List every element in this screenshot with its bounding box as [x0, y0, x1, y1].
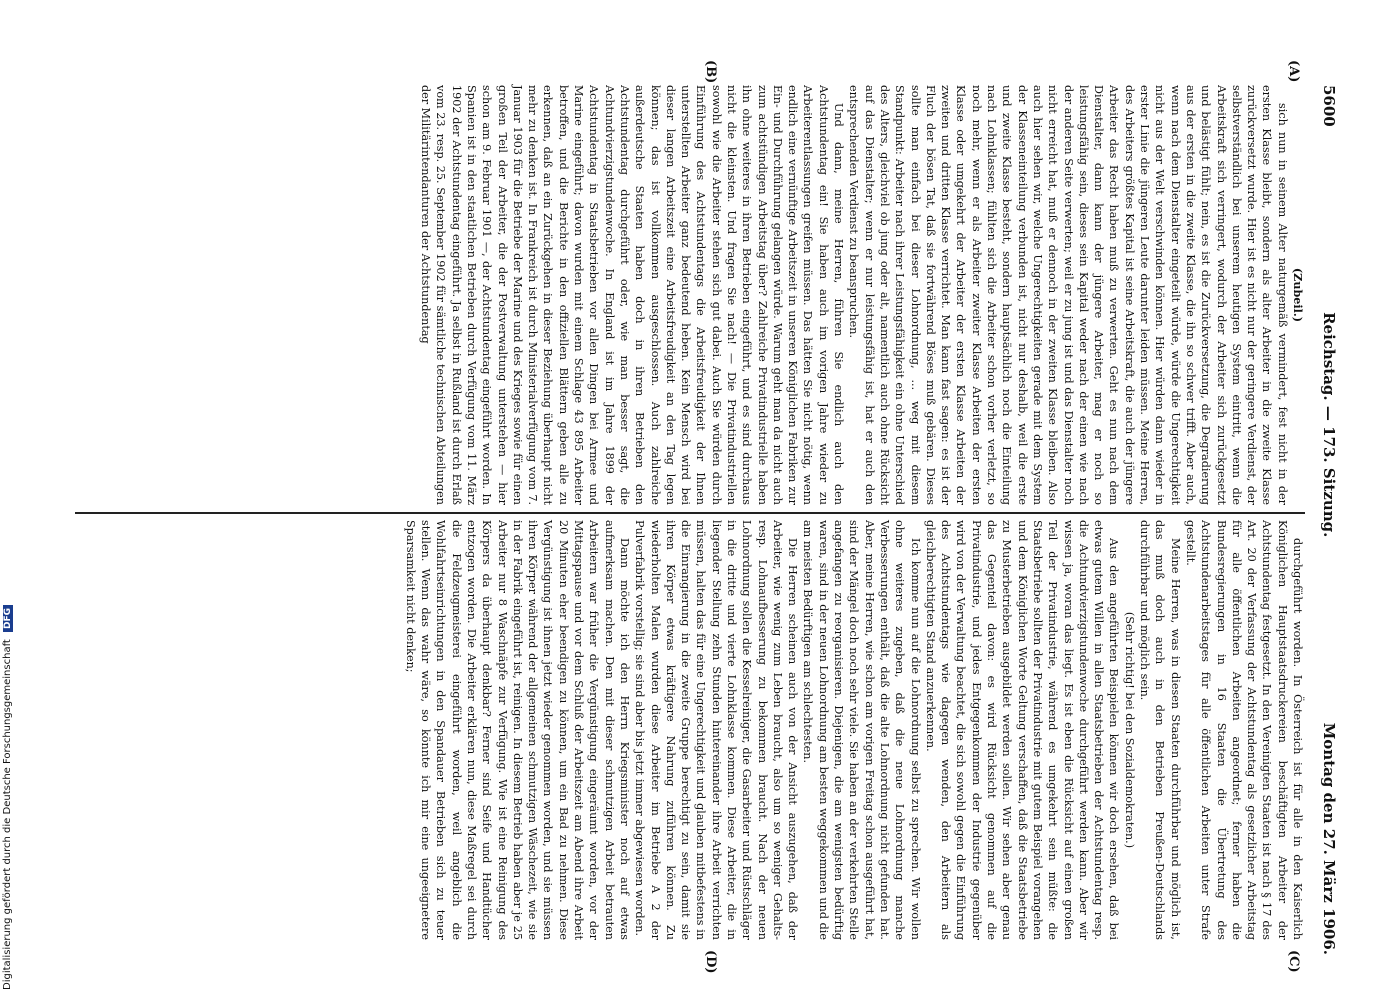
- left-paragraph: Und dann, meine Herren, führen Sie endlich auch den Achtstundentag ein! Sie haben auch im vorigen Jahre wieder zu Arbeiterentlassungen greifen müssen. Das hätten Sie nicht nötig, wenn endlich eine vernünftige Arbeitszeit in unseren Königlichen Fabriken zur Ein- und Durchführung gelangen würde. Warum geht man da nicht auch zum achtstündigen Arbeitstag über? Zahlreiche Privatindustrielle haben ihn ohne weiteres in ihren Betrieben eingeführt, und es sind durchaus nicht die kleinsten. Und fragen Sie nach! — Die Privatindustriellen sowohl wie die Arbeiter stehen sich gut dabei. Auch Sie würden durch Einführung des Achtstundentags die Arbeitsfreudigkeit der Ihnen unterstellten Arbeiter ganz bedeutend heben. Kein Mensch wird bei dieser langen Arbeitszeit eine Arbeitsfreudigkeit an den Tag legen können; das ist vollkommen ausgeschlossen. Auch zahlreiche außerdeutsche Staaten haben doch in ihren Betrieben den Achtstundentag durchgeführt oder, wie man besser sagt, die Achtundvierzigstundenwoche. In England ist im Jahre 1899 der Achtstundentag in Staatsbetrieben vor allen Dingen bei Armee und Marine eingeführt; davon wurden mit einem Schlage 43 895 Arbeiter betroffen, und die Berichte in den offiziellen Blättern geben alle zu erkennen, daß an ein Zurückgehen in dieser Beziehung überhaupt nicht mehr zu denken ist. In Frankreich ist durch Ministerialverfügung vom 7. Januar 1903 für die Betriebe der Marine und des Krieges sowie für einen großen Teil der Arbeiter, die der Postverwaltung unterstehen — hier schon am 9. Februar 1901 —, der Achtstundentag eingeführt worden. In Spanien ist in den staatlichen Betrieben durch Verfügung vom 11. März 1902 der Achtstundentag eingeführt. Ja selbst in Rußland ist durch Erlaß vom 23. resp. 25. September 1902 für sämtliche technischen Abteilungen der Militärintendanturen der Achtstundentag: [419, 85, 846, 505]
- right-column: [402, 520, 1305, 940]
- marker-a: (A): [1286, 60, 1301, 83]
- column-divider: [75, 512, 1305, 514]
- marker-c: (C): [1286, 950, 1301, 973]
- marker-b: (B): [703, 60, 718, 84]
- digitization-note: [2, 0, 13, 990]
- page-header: [1315, 85, 1343, 955]
- dfg-logo: DFG: [3, 605, 13, 632]
- right-interjection: (Sehr richtig! bei den Sozialdemokraten.): [1122, 611, 1136, 849]
- page-date: Montag den 27. März 1906.: [1320, 722, 1338, 955]
- right-paragraph: Meine Herren, was in diesen Staaten durchführbar und möglich ist, das muß doch auch in den Betrieben Preußen-Deutschlands durchführbar und möglich sein.: [1138, 520, 1182, 940]
- right-paragraph: Aus den angeführten Beispielen können wir doch ersehen, daß bei etwas gutem Willen in allen Staatsbetrieben der Achtstundentag resp. die Achtundvierzigstundenwoche durchgeführt werden kann. Aber wir wissen ja, woran das liegt. Es ist eben die Rücksicht auf einen großen Teil der Privatindustrie, während es umgekehrt sein müßte: die Staatsbetriebe sollten der Privatindustrie mit gutem Beispiel vorangehen und dem Königlichen Worte Geltung verschaffen, daß die Staatsbetriebe zu Musterbetrieben ausgebildet werden sollen. Wir sehen aber genau das Gegenteil davon: es wird Rücksicht genommen auf die Privatindustrie, und jedes Entgegenkommen der Industrie gegenüber wird von der Verwaltung beachtet, die sich sowohl gegen die Einführung des Achtstundentags wie dagegen wenden, den Arbeitern als gleichberechtigten Stand anzuerkennen.: [923, 520, 1121, 940]
- page-number: 5600: [1320, 85, 1338, 127]
- right-paragraph: Ich komme nun auf die Lohnordnung selbst zu sprechen. Wir wollen ohne weiteres zugeben, daß die neue Lohnordnung manche Verbesserungen enthält, daß die alte Lohnordnung nicht gefunden hat. Aber, meine Herren, wie schon am vorigen Freitag schon ausgeführt hat, sind der Mängel doch noch sehr viele. Sie haben an der verkehrten Stelle angefangen zu reorganisieren. Diejenigen, die am wenigsten bedürftig waren, sind in der neuen Lohnordnung am besten weggekommen und die am meisten Bedürftigen am schlechtesten.: [801, 520, 922, 940]
- left-paragraph: sich nun in seinem Alter naturgemäß vermindert, fest nicht in der ersten Klasse bleibt, sondern als alter Arbeiter in die zweite Klasse zurückversetzt wurde. Hier ist es nicht nur der geringere Verdienst, der selbstverständlich bei unserem heutigen System eintritt, wenn die Arbeitskraft sich verringert, wodurch der Arbeiter sich zurückgesetzt und belästigt fühlt; nein, es ist die Zurückversetzung, die Degradierung aus der ersten in die zweite Klasse, die ihn so schwer trifft. Aber auch, wenn nach dem Dienstalter eingeteilt würde, würde die Ungerechtigkeit nicht aus der Welt verschwinden können. Hier würden dann wieder in erster Linie die jüngeren Leute darunter leiden müssen. Meine Herren, des Arbeiters größtes Kapital ist seine Arbeitskraft, die auch der jüngere Arbeiter das Recht haben muß zu verwerten. Geht es nun nach dem Dienstalter, dann kann der jüngere Arbeiter, mag er noch so leistungsfähig sein, dieses sein Kapital weder nach der einen wie nach der anderen Seite verwerten; weil er zu jung ist und das Dienstalter noch nicht erreicht hat, muß er dennoch in der zweiten Klasse bleiben. Also auch hier sehen wir, welche Ungerechtigkeiten gerade mit dem System der Klasseneinteilung verbunden ist, nicht nur deshalb, weil die erste und zweite Klasse besteht, sondern hauptsächlich noch die Einteilung nach Lohnklassen; fühlten sich die Arbeiter schon vorher verletzt, so noch mehr, wenn er als Arbeiter zweiter Klasse Arbeiten der ersten Klasse oder umgekehrt der Arbeiter der ersten Klasse Arbeiten der zweiten und dritten Klasse verrichtet. Man kann fast sagen: es ist der Fluch der bösen Tat, daß sie fortwährend Böses muß gebären. Dieses sollte man einfach bei dieser Lohnordnung, ... weg mit diesem Standpunkt: Arbeiter nach ihrer Leistungsfähigkeit ein ohne Unterschied des Alters, gleichviel ob jung oder alt, namentlich auch ohne Rücksicht auf das Dienstalter; wenn er nur leistungsfähig ist, hat er auch den entsprechenden Verdienst zu beanspruchen.: [847, 85, 1289, 505]
- right-paragraph: Die Herren scheinen auch von der Ansicht auszugehen, daß der Arbeiter, wie wenig zum Leben braucht, also um so weniger Gehalts- resp. Lohnaufbesserung zu bekommen braucht. Nach der neuen Lohnordnung sollen die Kesselreiniger, die Gasarbeiter und Rüstschläger in die dritte und vierte Lohnklasse kommen. Diese Arbeiter, die in liegender Stellung zehn Stunden hintereinander ihre Arbeit verrichten müssen, halten das für eine Ungerechtigkeit und glauben mitbefestens in die Einrangierung in die zweite Gruppe berechtigt zu sein, damit sie ihren Körper etwas kräftigere Nahrung zuführen können. Zu wiederholten Malen wurden diese Arbeiter im Betriebe A 2 der Pulverfabrik vorstellig; sie sind aber bis jetzt immer abgewiesen worden.: [633, 520, 800, 940]
- speaker-label: (Zubeil.): [1291, 267, 1305, 323]
- left-column: [418, 85, 1305, 505]
- right-paragraph: Dann möchte ich den Herrn Kriegsminister noch auf etwas aufmerksam machen. Den mit dieser schmutzigen Arbeit betrauten Arbeitern war früher die Vergünstigung eingeräumt worden, vor der Mittagspause und vor dem Schluß der Arbeitszeit am Abend ihre Arbeit 20 Minuten eher beendigen zu können, um ein Bad zu nehmen. Diese Vergünstigung ist ihnen jetzt wieder genommen worden, und sie müssen ihren Körper während der allgemeinen schmutzigen Wäschezeit, wie sie in der Fabrik eingeführt ist, reinigen. In diesem Betrieb haben aber je 25 Arbeiter nur 8 Waschnäpfe zur Verfügung. Wie ist eine Reinigung des Körpers da überhaupt denkbar? Ferner sind Seife und Handtücher entzogen worden. Die Arbeiter erklären nun, diese Maßregel sei durch die Feldzeugmeisterei eingeführt worden, weil angeblich die Wohlfahrtseinrichtungen in den Spandauer Betrieben sich zu teuer stellen. Wenn das wahr wäre, so könnte ich mir eine ungeeignetere Sparsamkeit nicht denken;: [403, 520, 631, 940]
- digitization-text: Digitalisierung gefördert durch die Deutsche Forschungsgemeinschaft: [2, 639, 13, 990]
- marker-d: (D): [703, 950, 718, 974]
- page-title: Reichstag. — 173. Sitzung.: [1320, 312, 1338, 538]
- right-paragraph: durchgeführt worden. In Österreich ist für alle in den Kaiserlich Königlichen Hauptstaatsdruckereien beschäftigten Arbeiter der Achtstundentag festgesetzt. In den Vereinigten Staaten ist nach § 17 des Art. 20 der Verfassung der Achtstundentag als gesetzlicher Arbeitstag für alle öffentlichen Arbeiten angeordnet; ferner haben die Bundesregierungen in 16 Staaten die Übertretung des Achtstundenarbeitstages für alle öffentlichen Arbeiten unter Strafe gestellt.: [1183, 520, 1304, 940]
